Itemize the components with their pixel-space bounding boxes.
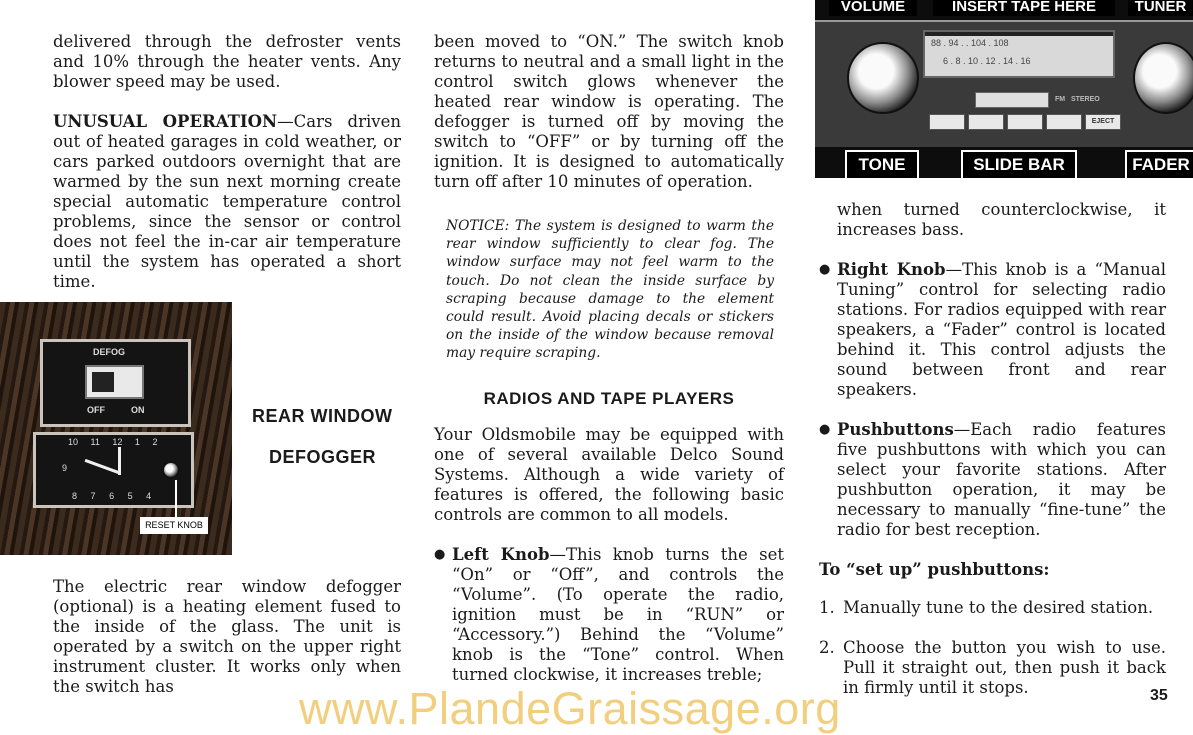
- clock-numbers-top: [68, 437, 157, 447]
- step-number: 1.: [819, 598, 835, 617]
- clock-number: 11: [90, 437, 100, 447]
- page-number: 35: [1150, 687, 1168, 704]
- column-right: [819, 200, 1166, 698]
- radio-dial-window: [923, 30, 1115, 78]
- right-knob-text: —This knob is a “Manual Tuning” control for selecting radio stations. For radios equipped with rear speakers, a “Fader” control is located behind it. This control adjusts the sound between front and rear speakers.: [837, 260, 1166, 399]
- paragraph-sound-systems: Your Oldsmobile may be equipped with one of several available Delco Sound Systems. Although a wide variety of features is offered, the following basic controls are common to all models.: [434, 424, 784, 524]
- right-knob-label: Right Knob: [837, 260, 946, 279]
- paragraph-defroster: delivered through the defroster vents and 10% through the heater vents. Any blower speed may be used.: [53, 32, 401, 91]
- fm-stereo-indicator: FM STEREO: [1055, 96, 1100, 103]
- clock-number: 6: [109, 491, 115, 501]
- pushbutton-2[interactable]: [968, 114, 1004, 130]
- pushbutton-4[interactable]: [1046, 114, 1082, 130]
- off-label: OFF: [87, 405, 105, 415]
- step-text: Choose the button you wish to use. Pull it straight out, then push it back in firmly until it stops.: [843, 638, 1166, 697]
- pushbuttons-text: —Each radio features five pushbuttons with which you can select your favorite stations. After pushbutton operation, it may be necessary to manually “fine-tune” the radio for best reception.: [837, 420, 1166, 539]
- clock-number: 7: [90, 491, 96, 501]
- column-middle: [434, 32, 784, 685]
- slide-bar-control[interactable]: [975, 92, 1049, 108]
- defog-switch: [85, 365, 144, 399]
- tuner-knob[interactable]: [1133, 42, 1193, 114]
- slide-bar-label: SLIDE BAR: [961, 150, 1077, 178]
- defog-switch-knob: [92, 372, 114, 392]
- step-1: [819, 598, 1166, 618]
- clock-number: 2: [152, 437, 158, 447]
- clock-number: 5: [127, 491, 133, 501]
- figure-caption-line1: REAR WINDOW: [252, 406, 393, 426]
- column-left: [53, 32, 401, 292]
- volume-label: VOLUME: [829, 0, 917, 16]
- clock-minute-hand: [118, 447, 121, 475]
- bullet-pushbuttons: [819, 420, 1166, 540]
- tape-slot: [925, 32, 1113, 36]
- tone-label: TONE: [845, 150, 919, 178]
- radio-photo: [815, 0, 1193, 178]
- clock-number: 8: [72, 491, 78, 501]
- insert-tape-label: INSERT TAPE HERE: [933, 0, 1115, 16]
- dial-scale-bottom: 6 . 8 . 10 . 12 . 14 . 16: [943, 56, 1031, 66]
- pushbutton-3[interactable]: [1007, 114, 1043, 130]
- defog-switch-panel: [40, 339, 191, 427]
- paragraph-defogger-continued: been moved to “ON.” The switch knob returns to neutral and a small light in the control switch glows whenever the heated rear window is operating. The defogger is turned off by moving the switch to “OFF” or by turning off the ignition. It is designed to automatically turn off after 10 minutes of operation.: [434, 32, 784, 191]
- fader-label: FADER: [1125, 150, 1193, 178]
- defog-label: DEFOG: [93, 347, 126, 357]
- eject-label: EJECT: [1091, 118, 1115, 125]
- clock-number: 4: [146, 491, 152, 501]
- eject-button[interactable]: [1085, 114, 1121, 130]
- step-2: [819, 638, 1166, 698]
- reset-pointer-line: [175, 480, 177, 522]
- pushbuttons-label: Pushbuttons: [837, 420, 954, 439]
- paragraph-unusual-operation: [53, 112, 401, 292]
- volume-knob[interactable]: [847, 42, 919, 114]
- reset-knob-label: RESET KNOB: [140, 517, 208, 534]
- tuner-label: TUNER: [1128, 0, 1193, 16]
- left-knob-label: Left Knob: [452, 544, 550, 564]
- dial-scale-top: 88 . 94 . . 104 . 108: [931, 38, 1009, 48]
- bullet-right-knob: [819, 260, 1166, 400]
- bullet-left-knob: [434, 545, 784, 685]
- on-label: ON: [131, 405, 145, 415]
- clock-number: 9: [62, 463, 68, 473]
- defogger-photo: [0, 302, 232, 555]
- clock-numbers-bottom: [72, 491, 151, 501]
- reset-knob[interactable]: [162, 461, 180, 479]
- pushbutton-1[interactable]: [929, 114, 965, 130]
- watermark[interactable]: www.PlandeGraissage.org: [299, 683, 841, 734]
- paragraph-bass: when turned counterclockwise, it increases bass.: [837, 200, 1166, 239]
- paragraph-defogger-description: The electric rear window defogger (optional) is a heating element fused to the inside of the glass. The unit is operated by a switch on the upper right instrument cluster. It works only when the switch has: [53, 577, 401, 696]
- clock-panel: [33, 432, 194, 508]
- left-knob-text: —This knob turns the set “On” or “Off”, and controls the “Volume”. (To operate the radio, ignition must be in “RUN” or “Accessory.”) Behind the “Volume” knob is the “Tone” control. When turned clockwise, it increases treble;: [452, 544, 784, 684]
- unusual-operation-label: UNUSUAL OPERATION: [53, 112, 278, 131]
- step-number: 2.: [819, 638, 835, 657]
- clock-number: 12: [112, 437, 123, 447]
- clock-hour-hand: [85, 459, 120, 474]
- section-heading-radios: RADIOS AND TAPE PLAYERS: [483, 388, 735, 408]
- clock-number: 10: [68, 437, 79, 447]
- figure-caption-line2: DEFOGGER: [269, 447, 377, 467]
- notice-paragraph: NOTICE: The system is designed to warm the rear window sufficiently to clear fog. The window surface may not feel warm to the touch. Do not clean the inside surface by scraping because damage to the element could result. Avoid placing decals or stickers on the inside of the window because removal may require scraping.: [446, 218, 774, 362]
- clock-number: 1: [134, 437, 140, 447]
- setup-heading: To “set up” pushbuttons:: [819, 560, 1050, 579]
- step-text: Manually tune to the desired station.: [843, 598, 1154, 617]
- unusual-operation-text: —Cars driven out of heated garages in cold weather, or cars parked outdoors overnight that are warmed by the sun next morning create special automatic temperature control problems, since the sensor or control does not feel the in-car air temperature until the system has operated a short time.: [53, 112, 401, 291]
